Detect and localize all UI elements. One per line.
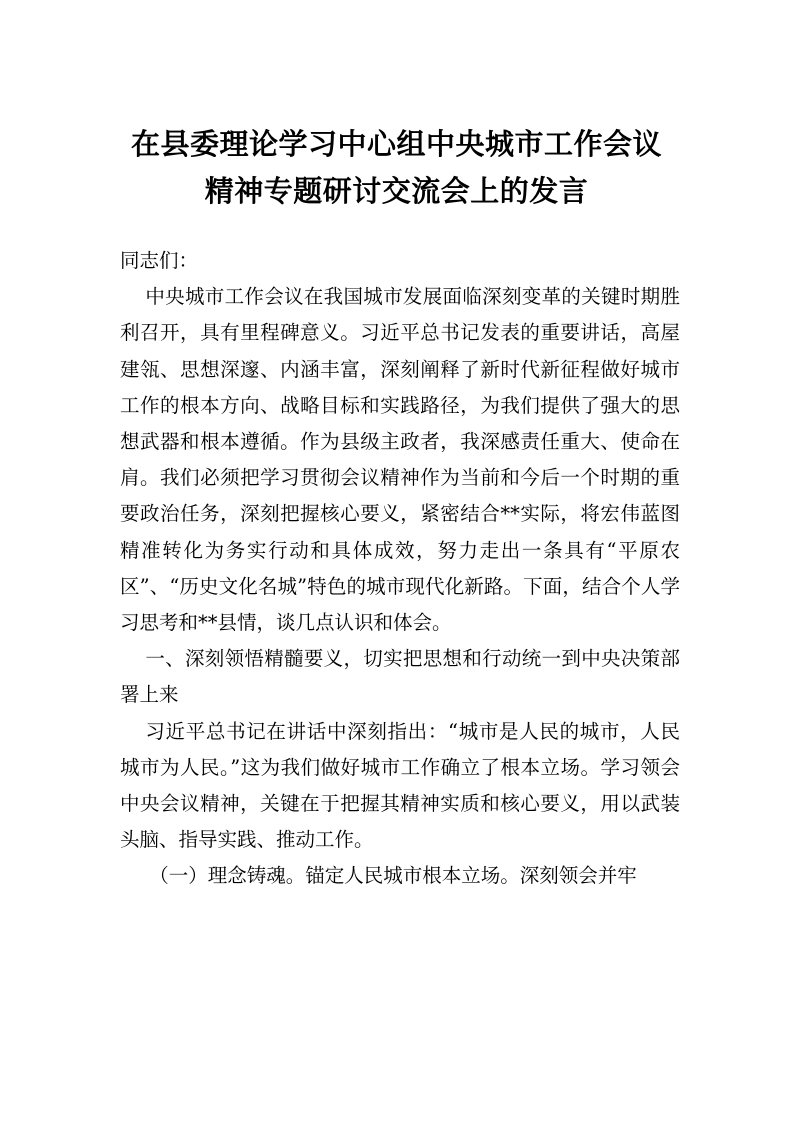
paragraph-intro: 中央城市工作会议在我国城市发展面临深刻变革的关键时期胜利召开，具有里程碑意义。习近平总书记发表的重要讲话，高屋建瓴、思想深邃、内涵丰富，深刻阐释了新时代新征程做好城市工作的根本方向、战略目标和实践路径，为我们提供了强大的思想武器和根本遵循。作为县级主政者，我深感责任重大、使命在肩。我们必须把学习贯彻会议精神作为当前和今后一个时期的重要政治任务，深刻把握核心要义，紧密结合**实际，将宏伟蓝图精准转化为务实行动和具体成效，努力走出一条具有“平原农区”、“历史文化名城”特色的城市现代化新路。下面，结合个人学习思考和**县情，谈几点认识和体会。	[120, 285, 680, 635]
document-title-line-2: 精神专题研讨交流会上的发言	[204, 174, 589, 208]
document-title-line-1: 在县委理论学习中心组中央城市工作会议	[130, 127, 662, 161]
section-heading-1: 一、深刻领悟精髓要义，切实把思想和行动统一到中央决策部署上来	[120, 647, 680, 707]
subsection-heading-1: （一）理念铸魂。锚定人民城市根本立场。深刻领会并牢	[149, 864, 637, 888]
salutation: 同志们：	[120, 249, 199, 272]
paragraph-section-1: 习近平总书记在讲话中深刻指出：“城市是人民的城市，人民城市为人民。”这为我们做好城市工作确立了根本立场。学习领会中央会议精神，关键在于把握其精神实质和核心要义，用以武装头脑、指导实践、推动工作。	[120, 719, 680, 852]
document-body	[120, 243, 680, 895]
